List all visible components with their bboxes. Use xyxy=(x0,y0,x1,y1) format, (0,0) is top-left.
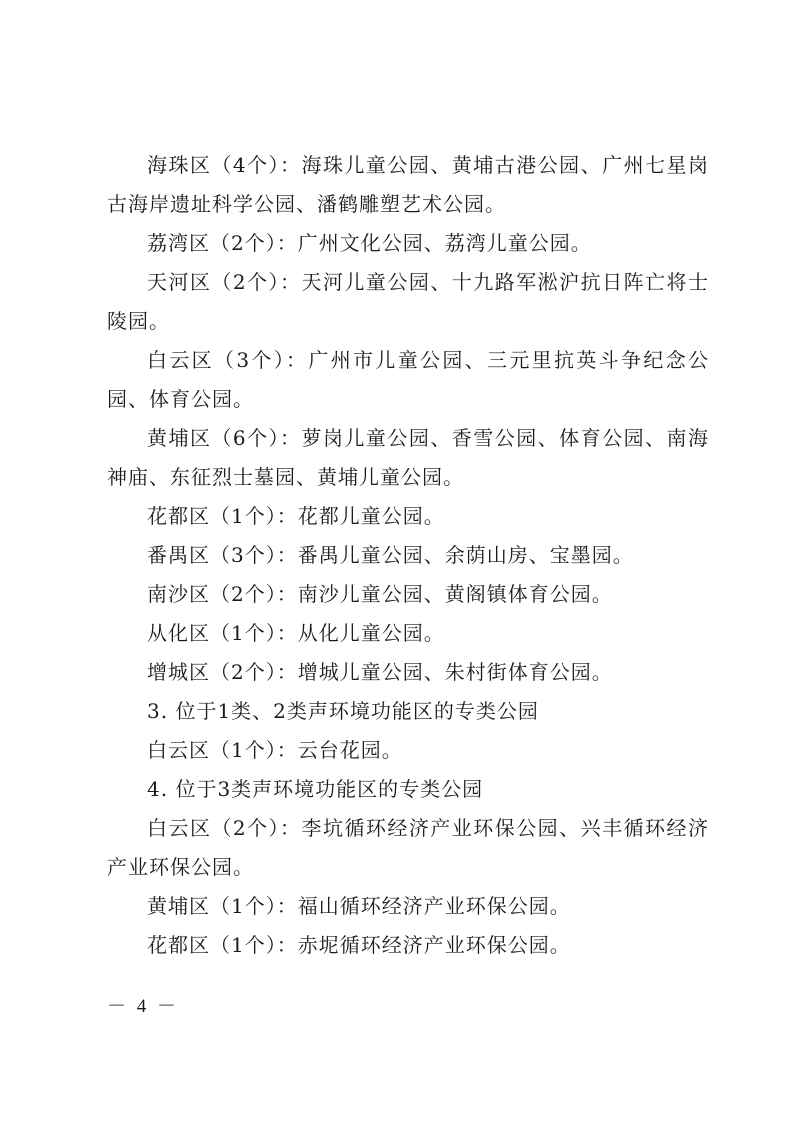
paragraph-huangpu: 黄埔区（6个）：萝岗儿童公园、香雪公园、体育公园、南海神庙、东征烈士墓园、黄埔儿童公园。 xyxy=(107,426,709,489)
section-heading-4: 4. 位于3类声环境功能区的专类公园 xyxy=(147,777,484,801)
paragraph-baiyun: 白云区（3个）：广州市儿童公园、三元里抗英斗争纪念公园、体育公园。 xyxy=(107,348,709,411)
paragraph-panyu: 番禺区（3个）：番禺儿童公园、余荫山房、宝墨园。 xyxy=(147,543,634,567)
paragraph-tianhe: 天河区（2个）：天河儿童公园、十九路军淞沪抗日阵亡将士陵园。 xyxy=(107,270,709,333)
paragraph-haizhu: 海珠区（4个）：海珠儿童公园、黄埔古港公园、广州七星岗古海岸遗址科学公园、潘鹤雕塑艺术公园。 xyxy=(107,153,709,216)
section-heading-3: 3. 位于1类、2类声环境功能区的专类公园 xyxy=(147,699,539,723)
document-body xyxy=(107,146,709,965)
paragraph-conghua: 从化区（1个）：从化儿童公园。 xyxy=(147,621,445,645)
paragraph-nansha: 南沙区（2个）：南沙儿童公园、黄阁镇体育公园。 xyxy=(147,582,613,606)
paragraph-liwan: 荔湾区（2个）：广州文化公园、荔湾儿童公园。 xyxy=(147,231,592,255)
paragraph-baiyun-section-4: 白云区（2个）：李坑循环经济产业环保公园、兴丰循环经济产业环保公园。 xyxy=(107,816,709,879)
paragraph-zengcheng: 增城区（2个）：增城儿童公园、朱村街体育公园。 xyxy=(147,660,613,684)
page-number: － 4 － xyxy=(107,996,180,1017)
paragraph-huadu: 花都区（1个）：花都儿童公园。 xyxy=(147,504,445,528)
paragraph-huangpu-section-4: 黄埔区（1个）：福山循环经济产业环保公园。 xyxy=(147,894,571,918)
paragraph-huadu-section-4: 花都区（1个）：赤坭循环经济产业环保公园。 xyxy=(147,933,571,957)
paragraph-baiyun-section-3: 白云区（1个）：云台花园。 xyxy=(147,738,403,762)
